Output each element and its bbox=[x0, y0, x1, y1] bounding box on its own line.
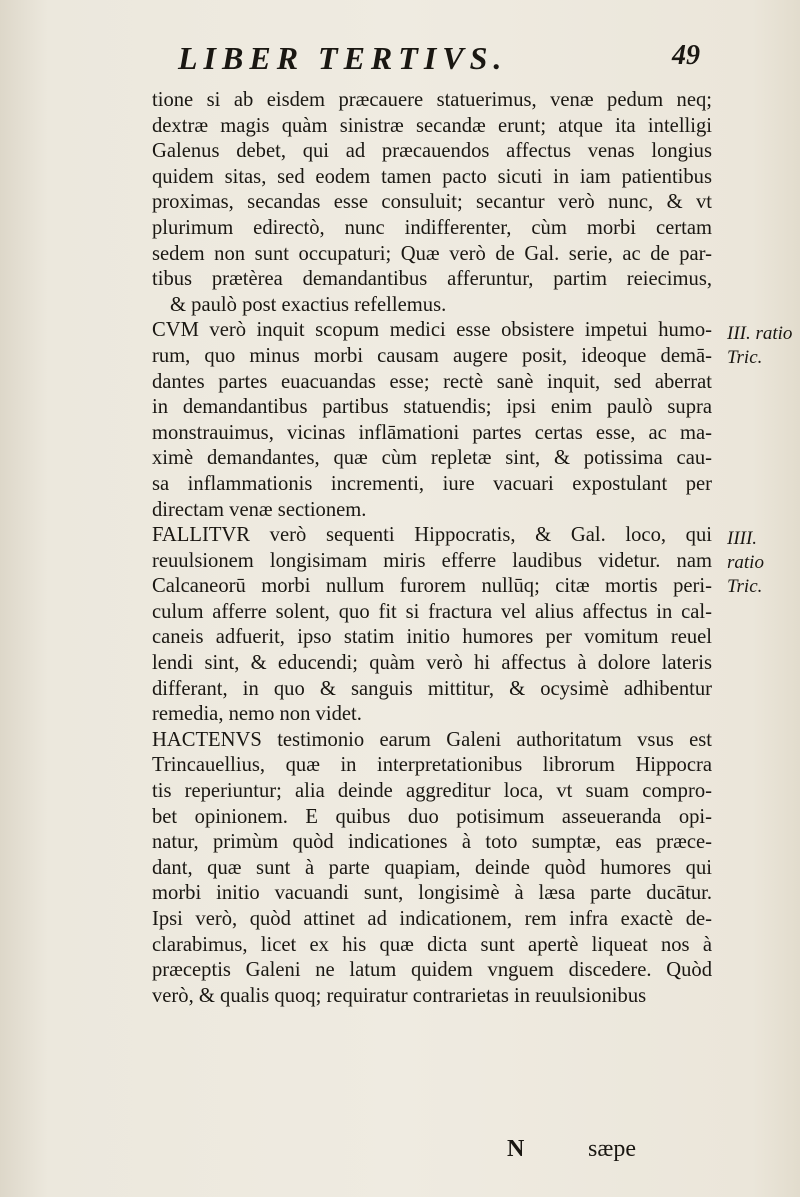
page-header bbox=[178, 40, 718, 80]
text-line: præceptis Galeni ne latum quidem vnguem discedere. Quòd bbox=[152, 959, 712, 982]
text-line: quidem sitas, sed eodem tamen pacto sicuti in iam patientibus bbox=[152, 165, 712, 188]
body-text bbox=[152, 88, 712, 1009]
text-line: Trincauellius, quæ in interpretationibus librorum Hippocra bbox=[152, 754, 712, 777]
page-footer bbox=[0, 1136, 800, 1166]
catchword: sæpe bbox=[588, 1136, 636, 1162]
text-line: Ipsi verò, quòd attinet ad indicationem, rem infra exactè de- bbox=[152, 908, 712, 930]
text-line: culum afferre solent, quo fit si fractura vel alius affectus in cal- bbox=[152, 600, 712, 623]
text-line: proximas, secandas esse consuluit; secantur verò nunc, & vt bbox=[152, 191, 712, 214]
text-line: caneis adfuerit, ipso statim initio humores per vomitum reuel bbox=[152, 626, 712, 649]
text-line: Galenus debet, qui ad præcauendos affectus venas longius bbox=[152, 140, 712, 163]
page-number: 49 bbox=[672, 40, 700, 71]
text-line: FALLITVR verò sequenti Hippocratis, & Gal. loco, qui bbox=[152, 524, 712, 547]
text-line: sedem non sunt occupaturi; Quæ verò de Gal. serie, ac de par- bbox=[152, 242, 712, 265]
text-line: verò, & qualis quoq; requiratur contrarietas in reuulsionibus bbox=[152, 984, 647, 1007]
text-line: Calcaneorū morbi nullum furorem nullūq; citæ mortis peri- bbox=[152, 575, 712, 598]
text-line: tibus prætèrea demandantibus afferuntur, partim reiecimus, bbox=[152, 268, 712, 291]
text-line: monstrauimus, vicinas inflāmationi partes certas esse, ac ma- bbox=[152, 421, 712, 444]
text-line: plurimum edirectò, nunc indifferenter, cùm morbi certam bbox=[152, 216, 712, 239]
text-line: morbi initio vacuandi sunt, longisimè à læsa parte ducātur. bbox=[152, 882, 712, 905]
text-line: reuulsionem longisimam miris efferre laudibus videtur. nam bbox=[152, 549, 712, 572]
text-line: tione si ab eisdem præcauere statuerimus, venæ pedum neq; bbox=[152, 89, 712, 111]
text-line: CVM verò inquit scopum medici esse obsistere impetui humo- bbox=[152, 319, 712, 342]
text-line: dant, quæ sunt à parte quapiam, deinde quòd humores qui bbox=[152, 856, 712, 879]
text-line: tis reperiuntur; alia deinde aggreditur loca, vt suam compro- bbox=[152, 780, 712, 803]
text-line: dextræ magis quàm sinistræ secandæ erunt; atque ita intelligi bbox=[152, 114, 712, 137]
text-line: directam venæ sectionem. bbox=[152, 498, 367, 521]
text-line: HACTENVS testimonio earum Galeni authoritatum vsus est bbox=[152, 728, 712, 751]
text-line: & paulò post exactius refellemus. bbox=[170, 293, 447, 316]
signature-mark: N bbox=[507, 1136, 525, 1162]
text-line: sa inflammationis incrementi, iure vacuari expostulant per bbox=[152, 472, 712, 495]
text-line: clarabimus, licet ex his quæ dicta sunt apertè liqueat nos à bbox=[152, 933, 712, 956]
text-line: dantes partes euacuandas esse; rectè sanè inquit, sed aberrat bbox=[152, 370, 712, 393]
text-line: remedia, nemo non videt. bbox=[152, 703, 362, 726]
text-line: natur, primùm quòd indicationes à toto sumptæ, eas præce- bbox=[152, 831, 712, 854]
text-line: differant, in quo & sanguis mittitur, & ocysimè adhibentur bbox=[152, 677, 712, 700]
text-line: rum, quo minus morbi causam augere posit, ideoque demā- bbox=[152, 344, 712, 367]
margin-note: III. ratio Tric. bbox=[727, 323, 793, 368]
running-title: LIBER TERTIVS. bbox=[178, 40, 508, 76]
margin-note: IIII. ratio Tric. bbox=[727, 528, 764, 597]
text-line: in demandantibus partibus statuendis; ipsi enim paulò supra bbox=[152, 396, 712, 419]
text-line: ximè demandantes, quæ cùm repletæ sint, & potissima cau- bbox=[152, 447, 712, 470]
text-line: lendi sint, & educendi; quàm verò hi affectus à dolore lateris bbox=[152, 652, 712, 675]
text-line: bet opinionem. E quibus duo potisimum asseueranda opi- bbox=[152, 805, 712, 828]
